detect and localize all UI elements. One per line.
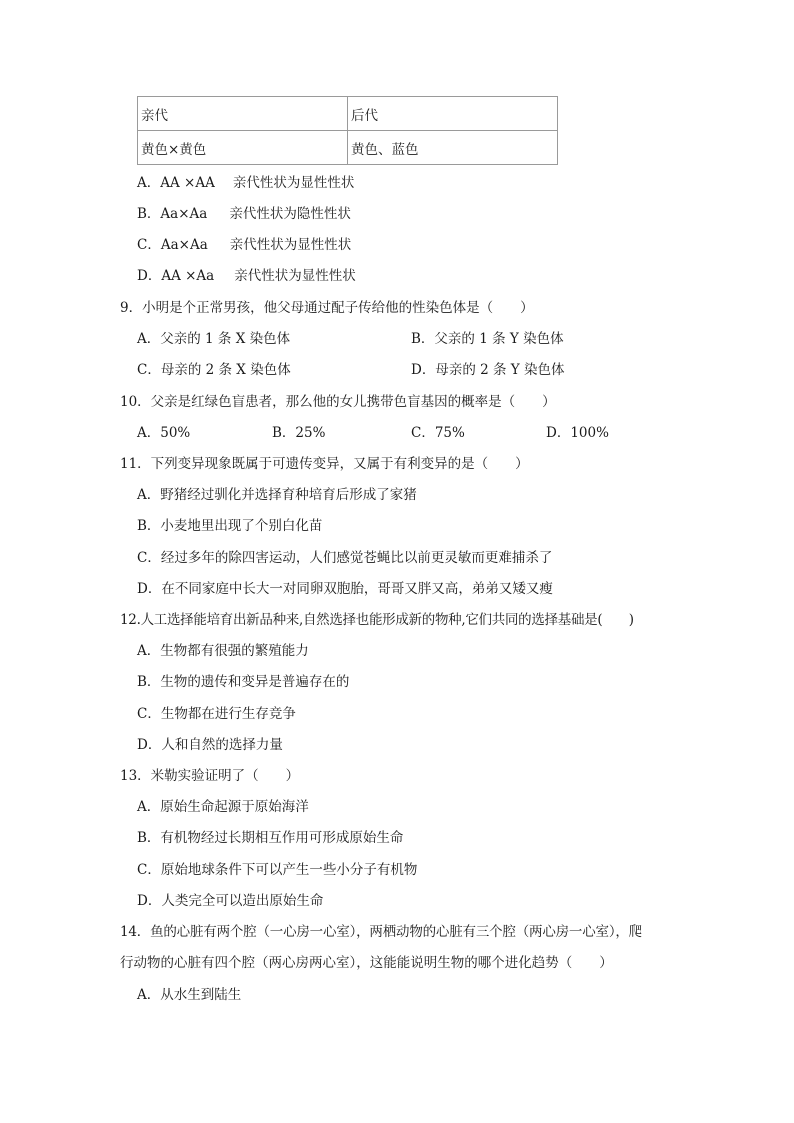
table-row [138,131,558,165]
q13-option-b: B．有机物经过长期相互作用可形成原始生命 [137,830,404,846]
q14-stem-line1: 14．鱼的心脏有两个腔（一心房一心室），两栖动物的心脏有三个腔（两心房一心室），爬 [120,924,642,940]
q11-option-b: B．小麦地里出现了个别白化苗 [137,518,323,534]
q10-option-d: D．100% [546,425,609,441]
q8-option-d: D．AA ×Aa 亲代性状为显性性状 [137,268,356,284]
cross-result-table [137,96,558,165]
q12-stem: 12.人工选择能培育出新品种来,自然选择也能形成新的物种,它们共同的选择基础是( ) [120,612,634,628]
q12-option-c: C．生物都在进行生存竞争 [137,706,296,722]
q12-option-a: A．生物都有很强的繁殖能力 [137,643,309,659]
q9-option-d: D．母亲的 2 条 Y 染色体 [411,362,565,378]
q8-option-b: B．Aa×Aa 亲代性状为隐性性状 [137,206,351,222]
q8-option-c: C．Aa×Aa 亲代性状为显性性状 [137,237,352,253]
table-cell: 黄色、蓝色 [348,131,558,165]
q10-option-b: B．25% [272,425,326,441]
q11-option-a: A．野猪经过驯化并选择育种培育后形成了家猪 [137,487,417,503]
table-cell: 黄色×黄色 [138,131,348,165]
q11-option-c: C．经过多年的除四害运动，人们感觉苍蝇比以前更灵敏而更难捕杀了 [137,550,553,566]
q13-option-c: C．原始地球条件下可以产生一些小分子有机物 [137,862,418,878]
q14-option-a: A．从水生到陆生 [137,987,242,1003]
q9-stem: 9．小明是个正常男孩，他父母通过配子传给他的性染色体是（ ） [120,300,534,316]
q14-stem-line2: 行动物的心脏有四个腔（两心房两心室），这能能说明生物的哪个进化趋势（ ） [120,955,613,971]
table-header-row [138,97,558,131]
q10-stem: 10．父亲是红绿色盲患者，那么他的女儿携带色盲基因的概率是（ ） [120,394,556,410]
q10-option-c: C．75% [411,425,465,441]
q13-option-a: A．原始生命起源于原始海洋 [137,799,309,815]
q9-option-b: B．父亲的 1 条 Y 染色体 [411,331,564,347]
q11-option-d: D．在不同家庭中长大一对同卵双胞胎，哥哥又胖又高，弟弟又矮又瘦 [137,581,553,597]
q9-option-c: C．母亲的 2 条 X 染色体 [137,362,291,378]
q13-option-d: D．人类完全可以造出原始生命 [137,893,324,909]
table-cell: 后代 [348,97,558,131]
q9-option-a: A．父亲的 1 条 X 染色体 [137,331,291,347]
q12-option-d: D．人和自然的选择力量 [137,737,283,753]
q10-option-a: A．50% [137,425,191,441]
q12-option-b: B．生物的遗传和变异是普遍存在的 [137,674,350,690]
table-cell: 亲代 [138,97,348,131]
q11-stem: 11．下列变异现象既属于可遗传变异，又属于有利变异的是（ ） [120,456,529,472]
q13-stem: 13．米勒实验证明了（ ） [120,768,300,784]
q8-option-a: A．AA ×AA 亲代性状为显性性状 [137,175,355,191]
